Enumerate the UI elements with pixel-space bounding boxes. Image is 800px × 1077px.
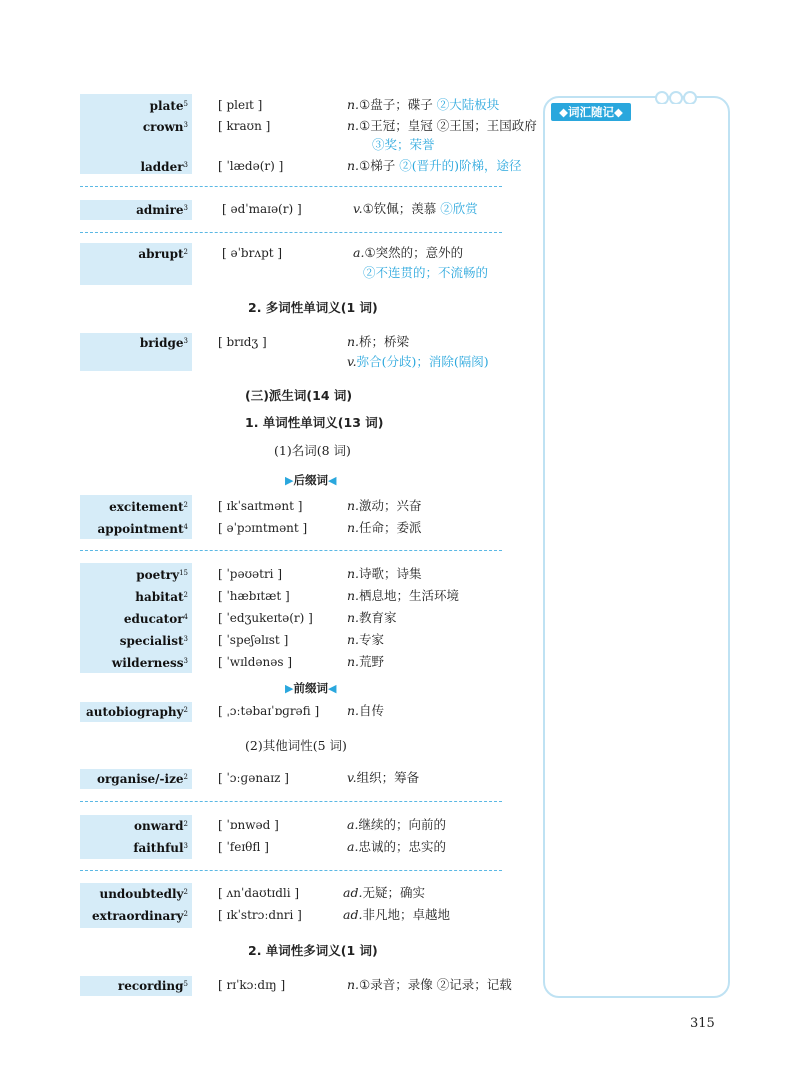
definition: n.教育家	[347, 610, 397, 625]
definition: n.任命；委派	[347, 520, 422, 535]
headword: onward$^2$	[133, 819, 188, 833]
dashed-divider	[80, 232, 502, 233]
headword: crown$^3$	[142, 120, 188, 134]
section-heading: 2. 单词性多词义(1 词)	[248, 943, 378, 958]
headword: habitat$^2$	[135, 590, 188, 604]
phonetic: [ ˈlædə(r) ]	[218, 159, 284, 173]
definition: n.激动；兴奋	[347, 498, 422, 513]
phonetic: [ ədˈmaɪə(r) ]	[222, 202, 302, 216]
headword: excitement$^2$	[109, 500, 188, 514]
headword: organise/-ize$^2$	[96, 772, 188, 786]
headword: ladder$^3$	[140, 160, 188, 174]
phonetic: [ əˈbrʌpt ]	[222, 246, 283, 260]
definition: n.荒野	[347, 654, 385, 669]
sub-heading: (2)其他词性(5 词)	[245, 738, 347, 753]
headword: bridge$^3$	[139, 336, 188, 350]
section-heading: (三)派生词(14 词)	[245, 388, 353, 403]
headword: appointment$^4$	[97, 522, 188, 536]
definition: n.诗歌；诗集	[347, 566, 422, 581]
headword: plate$^5$	[149, 99, 188, 113]
definition: n.专家	[347, 632, 385, 647]
headword: specialist$^3$	[119, 634, 188, 648]
prefix-label: ▶前缀词◀	[285, 681, 337, 695]
sub-heading: (1)名词(8 词)	[274, 443, 351, 458]
dashed-divider	[80, 870, 502, 871]
headword: abrupt$^2$	[138, 247, 188, 261]
section-heading: 2. 多词性单词义(1 词)	[248, 300, 378, 315]
phonetic: [ ɪkˈsaɪtmənt ]	[218, 499, 303, 513]
definition: a.①突然的；意外的	[353, 245, 464, 260]
dashed-divider	[80, 186, 502, 187]
notes-box	[543, 96, 730, 998]
headword: wilderness$^3$	[111, 656, 188, 670]
dashed-divider	[80, 550, 502, 551]
headword: recording$^5$	[117, 979, 188, 993]
definition: n.①盘子；碟子 ②大陆板块	[347, 97, 500, 112]
phonetic: [ ʌnˈdaʊtɪdli ]	[218, 886, 300, 900]
definition-extra: ③奖；荣誉	[372, 137, 435, 152]
phonetic: [ ˈɒnwəd ]	[218, 818, 279, 832]
suffix-label: ▶后缀词◀	[285, 473, 337, 487]
phonetic: [ ˈwɪldənəs ]	[218, 655, 293, 669]
definition-extra: ②不连贯的；不流畅的	[363, 265, 489, 280]
definition: n.①录音；录像 ②记录；记载	[347, 977, 512, 992]
notes-label: ◆词汇随记◆	[551, 103, 631, 121]
phonetic: [ ˈspeʃəlɪst ]	[218, 633, 289, 647]
phonetic: [ kraʊn ]	[218, 119, 271, 133]
phonetic: [ brɪdʒ ]	[218, 335, 267, 349]
phonetic: [ ˈɔːɡənaɪz ]	[218, 771, 289, 785]
phonetic: [ ˈfeɪθfl ]	[218, 840, 269, 854]
definition: n.自传	[347, 703, 385, 718]
headword: undoubtedly$^2$	[99, 887, 188, 901]
definition: a.忠诚的；忠实的	[347, 839, 446, 854]
headword: extraordinary$^2$	[92, 909, 188, 923]
headword: poetry$^{15}$	[136, 568, 188, 582]
headword: educator$^4$	[123, 612, 188, 626]
definition: n.桥；桥梁	[347, 334, 410, 349]
phonetic: [ ˈhæbɪtæt ]	[218, 589, 290, 603]
section-heading: 1. 单词性单词义(13 词)	[245, 415, 384, 430]
phonetic: [ pleɪt ]	[218, 98, 263, 112]
dashed-divider	[80, 801, 502, 802]
phonetic: [ ˌɔːtəbaɪˈɒɡrəfi ]	[218, 704, 320, 718]
definition: ad.无疑；确实	[343, 885, 425, 900]
definition: v.组织；筹备	[347, 770, 420, 785]
phonetic: [ rɪˈkɔːdɪŋ ]	[218, 978, 286, 992]
phonetic: [ ˈpəʊətri ]	[218, 567, 283, 581]
definition: n.①王冠；皇冠 ②王国；王国政府	[347, 118, 537, 133]
page-number: 315	[690, 1016, 715, 1031]
definition: n.①梯子 ②(晋升的)阶梯，途径	[347, 158, 522, 173]
headword: autobiography$^2$	[85, 705, 188, 719]
phonetic: [ əˈpɔɪntmənt ]	[218, 521, 308, 535]
phonetic: [ ɪkˈstrɔːdnri ]	[218, 908, 302, 922]
binder-rings-icon	[655, 88, 701, 104]
definition: ad.非凡地；卓越地	[343, 907, 450, 922]
definition: a.继续的；向前的	[347, 817, 446, 832]
phonetic: [ ˈedʒukeɪtə(r) ]	[218, 611, 313, 625]
headword: admire$^3$	[136, 203, 188, 217]
definition: n.栖息地；生活环境	[347, 588, 460, 603]
definition: v.①钦佩；羡慕 ②欣赏	[353, 201, 478, 216]
headword: faithful$^3$	[133, 841, 188, 855]
definition-extra: v.弥合(分歧)；消除(隔阂)	[347, 354, 489, 369]
